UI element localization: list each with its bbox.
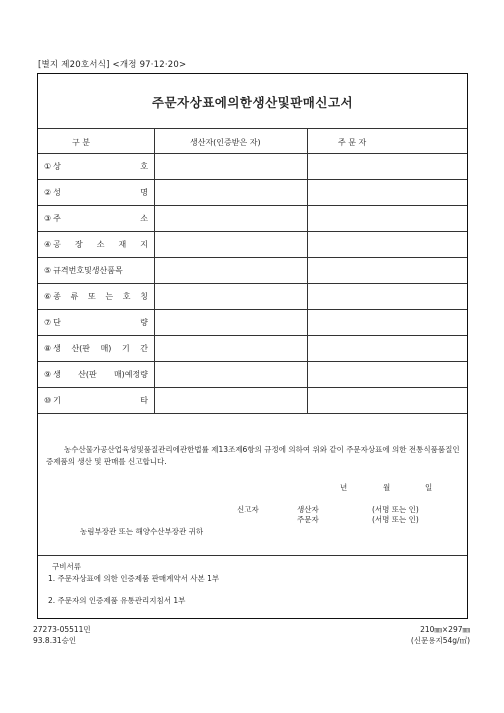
column-divider: [307, 128, 308, 413]
row-label: [38, 179, 154, 205]
form-title: 주문자상표에의한생산및판매신고서: [151, 95, 354, 110]
date-month: 월: [383, 483, 391, 492]
form-frame: [37, 73, 468, 619]
producer-signature: (서명 또는 인): [372, 505, 419, 514]
row-label: [38, 231, 154, 257]
row-label: [38, 283, 154, 309]
row-label: [38, 205, 154, 231]
row-label: [38, 309, 154, 335]
row-label-part: 타: [140, 395, 148, 405]
row-label-part: 상: [53, 161, 61, 171]
row-number: ①: [44, 161, 52, 171]
row-label-part: 규격번호및생산품목: [53, 265, 123, 275]
row-label-part: 호: [122, 291, 131, 301]
row-label-part: 명: [140, 187, 148, 197]
attachment-item-1: 1. 주문자상표에 의한 인증제품 판매계약서 사본 1부: [48, 574, 220, 583]
row-number: ⑤: [44, 265, 52, 275]
orderer-label: 주문자: [297, 515, 319, 524]
table-bottom-line: [38, 413, 467, 414]
row-number: ⑨: [44, 369, 52, 379]
row-label-text: [51, 213, 148, 224]
row-label-text: [51, 187, 148, 198]
row-label-part: 기: [53, 395, 61, 405]
row-number: ②: [44, 187, 52, 197]
row-label-part: 매): [100, 343, 112, 353]
row-label-text: [51, 395, 148, 406]
row-number: ⑥: [44, 291, 52, 301]
orderer-signature: (서명 또는 인): [372, 515, 419, 524]
form-type-label: [별지 제20호서식] <개정 97·12·20>: [38, 60, 187, 70]
row-label: [38, 257, 154, 283]
row-label: [38, 335, 154, 361]
row-label-part: 생: [53, 343, 61, 353]
row-label-part: 생: [53, 369, 61, 379]
row-label-part: 는: [105, 291, 114, 301]
row-label-text: [51, 239, 148, 250]
attachments-heading: 구비서류: [52, 562, 81, 571]
attachment-item-2: 2. 주문자의 인증제품 유통관리지침서 1부: [48, 596, 186, 605]
reporter-label: 신고자: [237, 505, 259, 514]
header-category: 구 분: [72, 138, 90, 147]
date-year: 년: [340, 483, 348, 492]
row-label-part: 산(판: [71, 343, 91, 353]
row-label-part: 공: [53, 239, 61, 249]
row-label-part: 칭: [140, 291, 148, 301]
column-divider: [154, 128, 155, 413]
row-label: [38, 387, 154, 413]
table-top-line: [38, 128, 467, 129]
addressee: 농림부장관 또는 해양수산부장관 귀하: [80, 527, 204, 536]
row-label-part: 장: [74, 239, 83, 249]
row-label-part: 소: [140, 213, 148, 223]
row-label-part: 산(판: [78, 369, 97, 379]
row-label-part: 성: [53, 187, 61, 197]
row-label-text: [51, 343, 148, 354]
row-label-text: [51, 369, 148, 380]
row-label-part: 종: [53, 291, 61, 301]
row-label-text: [51, 265, 148, 276]
paper-spec: (신문용지54g/㎡): [410, 636, 470, 645]
row-label-part: 간: [140, 343, 148, 353]
row-label-text: [51, 291, 148, 302]
row-number: ⑩: [44, 395, 52, 405]
header-producer: 생산자(인증받은 자): [190, 138, 261, 147]
declaration-text: 농수산물가공산업육성및품질관리에관한법률 제13조제6항의 규정에 의하여 위와 같이 주문자상표에 의한 전통식품품질인증제품의 생산 및 판매를 신고합니다.: [46, 445, 460, 466]
row-label: [38, 153, 154, 179]
row-label-part: 재: [118, 239, 127, 249]
row-label: [38, 361, 154, 387]
row-label-part: 주: [53, 213, 61, 223]
row-label-part: 매)예정량: [113, 369, 148, 379]
header-orderer: 주 문 자: [338, 138, 367, 147]
row-number: ⑧: [44, 343, 52, 353]
row-label-part: 호: [140, 161, 148, 171]
row-label-part: 지: [140, 239, 148, 249]
approval-date: 93.8.31승인: [33, 636, 77, 645]
form-code: 27273-05511민: [33, 625, 91, 634]
row-number: ④: [44, 239, 52, 249]
attachments-top-line: [38, 555, 467, 556]
row-label-part: 기: [121, 343, 130, 353]
row-label-part: 또: [87, 291, 96, 301]
row-number: ⑦: [44, 317, 52, 327]
paper-size: 210㎜×297㎜: [420, 625, 470, 634]
row-label-part: 량: [140, 317, 148, 327]
row-label-text: [51, 317, 148, 328]
date-day: 일: [425, 483, 433, 492]
producer-label: 생산자: [297, 505, 319, 514]
row-label-part: 류: [70, 291, 79, 301]
row-label-part: 소: [96, 239, 105, 249]
row-label-part: 단: [53, 317, 61, 327]
row-label-text: [51, 161, 148, 172]
row-number: ③: [44, 213, 52, 223]
